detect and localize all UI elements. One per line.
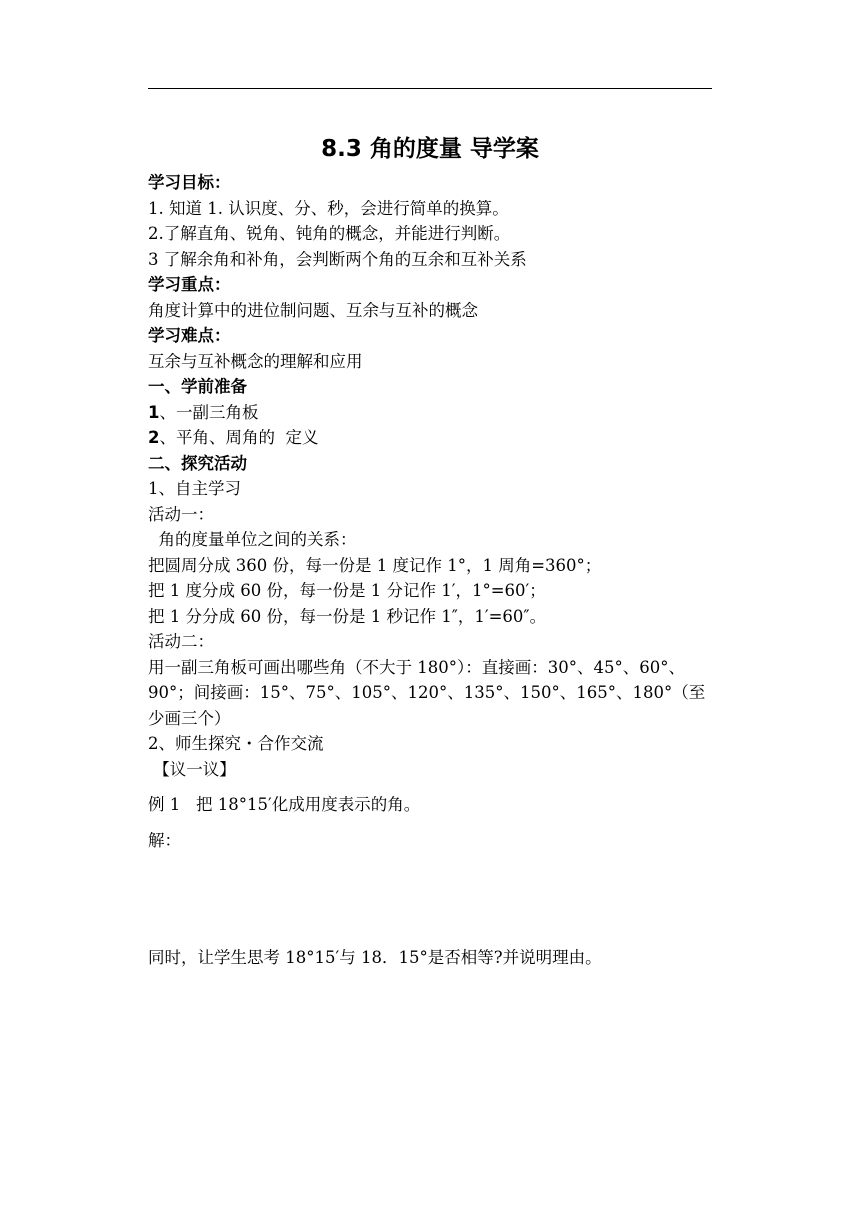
difficulties-heading: 学习难点： (148, 326, 231, 345)
activity-2-label: 活动二： (148, 632, 214, 651)
subsection-1: 1、自主学习 (148, 479, 241, 498)
section-2-heading: 二、探究活动 (148, 453, 247, 473)
document-body (148, 170, 714, 971)
goals-heading: 学习目标： (148, 173, 231, 192)
section-1-heading: 一、学前准备 (148, 377, 247, 396)
subsection-2: 2、师生探究・合作交流 (148, 734, 324, 753)
prep-item-1-text: 、一副三角板 (159, 402, 259, 422)
activity-1-intro: 角的度量单位之间的关系： (148, 530, 357, 549)
key-points-heading: 学习重点： (148, 275, 231, 294)
solution-label: 解： (148, 830, 181, 850)
relation-1: 把圆周分成 360 份，每一份是 1 度记作 1°，1 周角=360°； (148, 555, 602, 575)
think-question: 同时，让学生思考 18°15′与 18．15°是否相等?并说明理由。 (148, 948, 602, 967)
goal-2: 2.了解直角、锐角、钝角的概念，并能进行判断。 (148, 224, 511, 243)
header-rule (148, 88, 712, 89)
activity-2-text: 用一副三角板可画出哪些角（不大于 180°）：直接画：30°、45°、60°、90°；间接画：15°、75°、105°、120°、135°、150°、165°、180°（至少画三个） (148, 657, 706, 728)
prep-item-2-number: 2 (148, 428, 160, 447)
relation-3: 把 1 分分成 60 份，每一份是 1 秒记作 1″，1′=60″。 (148, 606, 547, 626)
prep-item-2 (148, 425, 714, 451)
key-points-text: 角度计算中的进位制问题、互余与互补的概念 (148, 300, 478, 320)
prep-item-1-number: 1 (148, 402, 160, 422)
difficulties-text: 互余与互补概念的理解和应用 (148, 351, 363, 371)
relation-2: 把 1 度分成 60 份，每一份是 1 分记作 1′，1°=60′； (148, 581, 546, 600)
goal-3: 3 了解余角和补角，会判断两个角的互余和互补关系 (148, 249, 527, 269)
prep-item-2-text: 、平角、周角的 定义 (159, 428, 319, 447)
goal-1: 1. 知道 1. 认识度、分、秒，会进行简单的换算。 (148, 198, 509, 218)
activity-1-label: 活动一： (148, 504, 214, 524)
document-title: 8.3 角的度量 导学案 (321, 136, 539, 162)
prep-item-1 (148, 400, 714, 426)
discussion-label: 【议一议】 (148, 759, 236, 779)
example-1: 例 1 把 18°15′化成用度表示的角。 (148, 795, 421, 814)
